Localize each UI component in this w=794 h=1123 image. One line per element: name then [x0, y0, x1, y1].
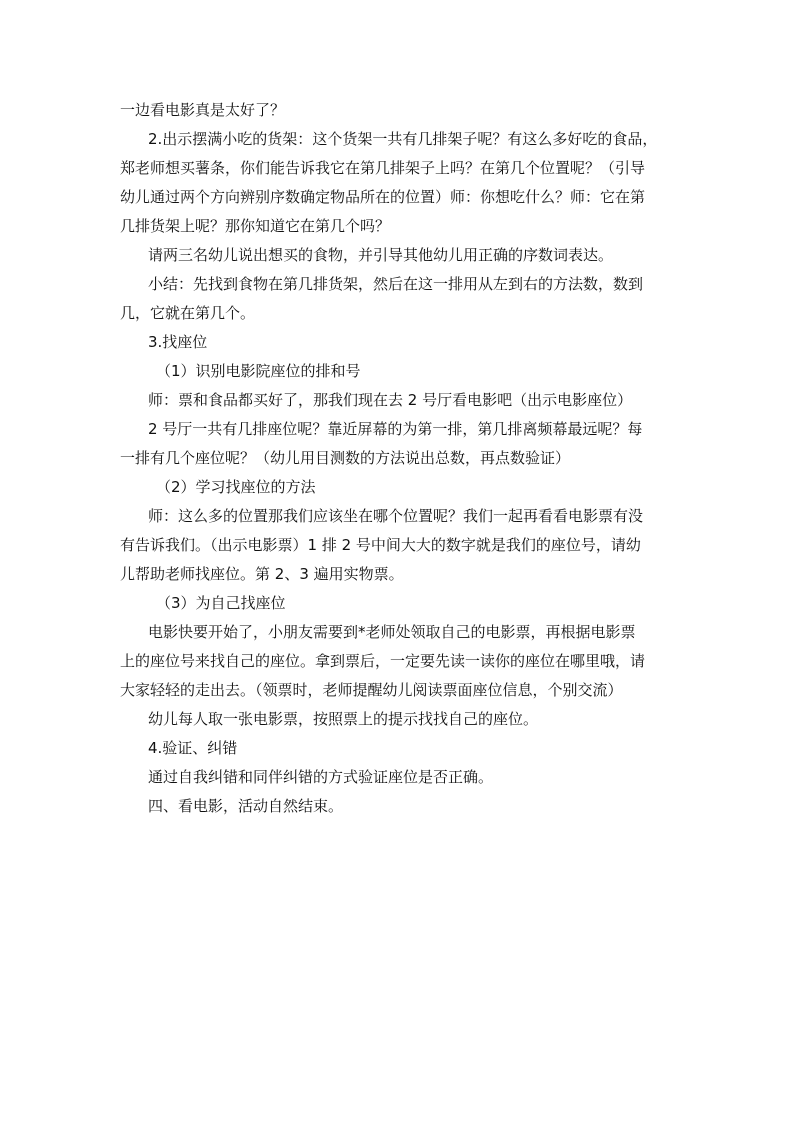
- paragraph-line: 大家轻轻的走出去。（领票时，老师提醒幼儿阅读票面座位信息，个别交流）: [120, 681, 623, 699]
- paragraph-line: 幼儿通过两个方向辨别序数确定物品所在的位置）师：你想吃什么？师：它在第: [120, 188, 646, 206]
- step-3-heading: 3.找座位: [148, 333, 208, 351]
- paragraph-line: 师：票和食品都买好了，那我们现在去 2 号厅看电影吧（出示电影座位）: [148, 391, 633, 409]
- sub-heading-2: （2）学习找座位的方法: [156, 478, 316, 496]
- document-page: [120, 96, 680, 821]
- paragraph-line: 郑老师想买薯条，你们能告诉我它在第几排架子上吗？在第几个位置呢？（引导: [120, 159, 646, 177]
- paragraph-line: 通过自我纠错和同伴纠错的方式验证座位是否正确。: [148, 768, 494, 786]
- sub-heading-1: （1）识别电影院座位的排和号: [156, 362, 361, 380]
- step-4-heading: 4.验证、纠错: [148, 739, 238, 757]
- paragraph-line: 2 号厅一共有几排座位呢？靠近屏幕的为第一排，第几排离频幕最远呢？每: [148, 420, 643, 438]
- paragraph-line: 一边看电影真是太好了？: [120, 101, 286, 119]
- paragraph-line: 电影快要开始了，小朋友需要到*老师处领取自己的电影票，再根据电影票: [148, 623, 636, 641]
- paragraph-line: 请两三名幼儿说出想买的食物，并引导其他幼儿用正确的序数词表达。: [148, 246, 614, 264]
- paragraph-line: 几排货架上呢？那你知道它在第几个吗？: [120, 217, 391, 235]
- paragraph-line: 一排有几个座位呢？（幼儿用目测数的方法说出总数，再点数验证）: [120, 449, 571, 467]
- summary-line: 小结：先找到食物在第几排货架，然后在这一排用从左到右的方法数，数到: [148, 275, 644, 293]
- paragraph-line: 师：这么多的位置那我们应该坐在哪个位置呢？我们一起再看看电影票有没: [148, 507, 644, 525]
- paragraph-line: 幼儿每人取一张电影票，按照票上的提示找找自己的座位。: [148, 710, 539, 728]
- sub-heading-3: （3）为自己找座位: [156, 594, 286, 612]
- section-4-heading: 四、看电影，活动自然结束。: [148, 797, 344, 815]
- paragraph-line: 几，它就在第几个。: [120, 304, 256, 322]
- paragraph-line: 有告诉我们。（出示电影票）1 排 2 号中间大大的数字就是我们的座位号，请幼: [120, 536, 641, 554]
- paragraph-line: 儿帮助老师找座位。第 2、3 遍用实物票。: [120, 565, 404, 583]
- paragraph-line: 上的座位号来找自己的座位。拿到票后，一定要先读一读你的座位在哪里哦，请: [120, 652, 646, 670]
- step-2-heading-line: 2.出示摆满小吃的货架：这个货架一共有几排架子呢？有这么多好吃的食品，: [148, 130, 658, 148]
